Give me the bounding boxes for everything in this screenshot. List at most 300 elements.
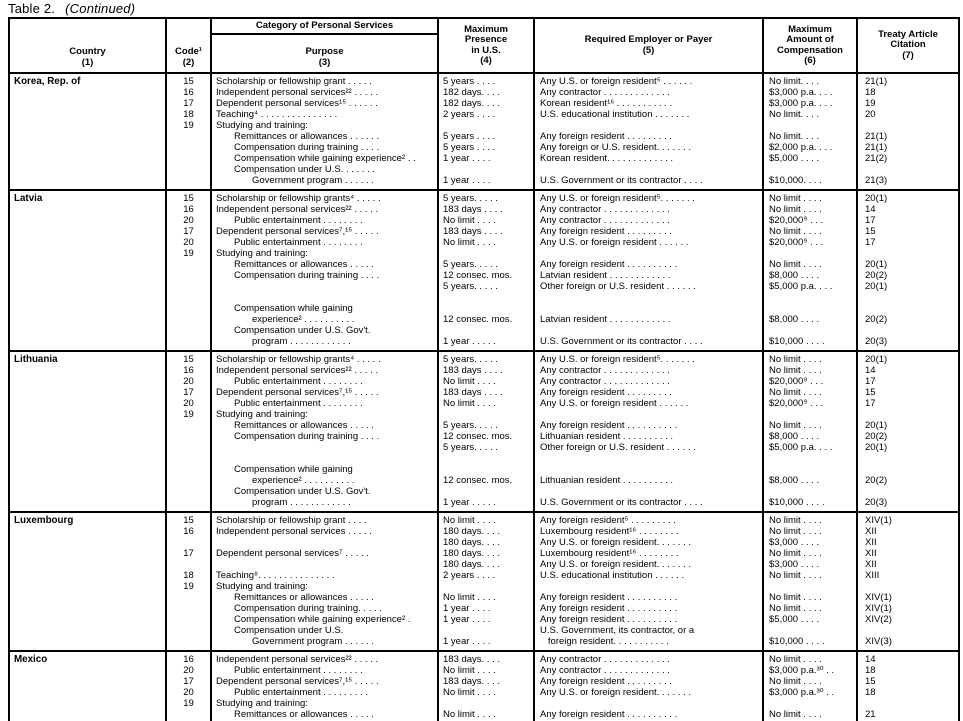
payer-cell: Any U.S. or foreign resident . . . . . .	[534, 237, 763, 248]
code-cell	[166, 614, 211, 625]
code-cell: 16	[166, 204, 211, 215]
payer-cell: Any foreign resident . . . . . . . . . .	[534, 603, 763, 614]
code-cell: 18	[166, 109, 211, 120]
presence-cell: 182 days. . . .	[438, 98, 534, 109]
presence-cell: 1 year . . . .	[438, 153, 534, 164]
amount-cell: No limit . . . .	[763, 190, 857, 204]
amount-cell: No limit . . . .	[763, 259, 857, 270]
purpose-cell: Compensation during training . . . .	[211, 431, 438, 442]
payer-cell: Latvian resident . . . . . . . . . . . .	[534, 270, 763, 281]
amount-cell: No limit . . . .	[763, 676, 857, 687]
payer-cell: Any U.S. or foreign resident⁵. . . . . . .	[534, 351, 763, 365]
code-cell	[166, 431, 211, 442]
payer-cell: Luxembourg resident¹⁶ . . . . . . . .	[534, 526, 763, 537]
table-title-continued: (Continued)	[65, 1, 136, 16]
presence-cell	[438, 698, 534, 709]
purpose-cell: Remittances or allowances . . . . .	[211, 709, 438, 721]
amount-cell: $3,000 p.a.³⁰ . .	[763, 665, 857, 676]
presence-cell: 1 year . . . .	[438, 175, 534, 190]
table-row	[9, 351, 959, 365]
purpose-cell: Dependent personal services⁷,¹⁵ . . . . .	[211, 226, 438, 237]
purpose-cell: Dependent personal services⁷ . . . . .	[211, 548, 438, 559]
country-name: Lithuania	[9, 351, 166, 512]
amount-cell: $20,000⁹ . . .	[763, 215, 857, 226]
citation-cell	[857, 698, 959, 709]
presence-cell: 5 years. . . . .	[438, 190, 534, 204]
citation-cell: 14	[857, 651, 959, 665]
presence-cell: 183 days . . . .	[438, 365, 534, 376]
country-name: Latvia	[9, 190, 166, 351]
purpose-cell: Remittances or allowances . . . . .	[211, 592, 438, 603]
col-header-purpose-num: (3)	[318, 56, 331, 68]
citation-cell: 20(3)	[857, 497, 959, 512]
citation-cell	[857, 453, 959, 464]
payer-cell	[534, 698, 763, 709]
presence-cell	[438, 486, 534, 497]
code-cell: 19	[166, 698, 211, 709]
purpose-cell: Compensation during training . . . .	[211, 270, 438, 281]
presence-cell	[438, 409, 534, 420]
amount-cell: No limit . . . .	[763, 709, 857, 721]
code-cell: 16	[166, 526, 211, 537]
payer-cell	[534, 248, 763, 259]
payer-cell: Any foreign resident . . . . . . . . . .	[534, 420, 763, 431]
presence-cell: 5 years. . . . .	[438, 259, 534, 270]
payer-cell: Lithuanian resident . . . . . . . . . .	[534, 475, 763, 486]
presence-cell: 183 days. . . .	[438, 676, 534, 687]
citation-cell: 14	[857, 204, 959, 215]
purpose-cell: Dependent personal services¹⁵ . . . . . .	[211, 98, 438, 109]
table-title	[8, 1, 135, 16]
purpose-cell: Public entertainment . . . . . . . . .	[211, 687, 438, 698]
presence-cell	[438, 303, 534, 314]
col-header-presence: Maximum Presence in U.S. (4)	[438, 18, 534, 73]
payer-cell: Any foreign resident . . . . . . . . . .	[534, 709, 763, 721]
amount-cell: $8,000 . . . .	[763, 314, 857, 325]
code-cell: 18	[166, 570, 211, 581]
table-row	[9, 73, 959, 87]
presence-cell: No limit . . . .	[438, 237, 534, 248]
presence-cell: 1 year . . . .	[438, 603, 534, 614]
purpose-cell: Independent personal services . . . . .	[211, 526, 438, 537]
code-cell: 19	[166, 120, 211, 131]
presence-cell	[438, 325, 534, 336]
category-banner: Category of Personal Services	[212, 19, 437, 35]
purpose-cell: Studying and training:	[211, 409, 438, 420]
purpose-cell: Remittances or allowances . . . . .	[211, 259, 438, 270]
presence-cell: 180 days. . . .	[438, 559, 534, 570]
code-cell	[166, 497, 211, 512]
payer-cell: Other foreign or U.S. resident . . . . . .	[534, 281, 763, 292]
purpose-cell	[211, 292, 438, 303]
purpose-cell: Studying and training:	[211, 698, 438, 709]
table-row	[9, 651, 959, 665]
code-cell: 19	[166, 581, 211, 592]
payer-cell	[534, 453, 763, 464]
payer-cell: Any U.S. or foreign resident⁵. . . . . . .	[534, 190, 763, 204]
purpose-cell: experience² . . . . . . . . . .	[211, 314, 438, 325]
purpose-cell: Public entertainment . . . . . . . .	[211, 215, 438, 226]
amount-cell: No limit . . . .	[763, 651, 857, 665]
payer-cell: Any U.S. or foreign resident. . . . . . .	[534, 687, 763, 698]
citation-cell: 18	[857, 665, 959, 676]
presence-cell: 2 years . . . .	[438, 109, 534, 120]
citation-cell: 20(1)	[857, 281, 959, 292]
citation-cell: 20(1)	[857, 259, 959, 270]
purpose-cell: Compensation while gaining	[211, 303, 438, 314]
purpose-cell	[211, 281, 438, 292]
presence-cell	[438, 120, 534, 131]
purpose-cell: Compensation while gaining	[211, 464, 438, 475]
purpose-cell: Scholarship or fellowship grant . . . . .	[211, 73, 438, 87]
code-cell	[166, 625, 211, 636]
citation-cell	[857, 581, 959, 592]
amount-cell	[763, 464, 857, 475]
code-cell	[166, 453, 211, 464]
presence-cell: 5 years . . . .	[438, 73, 534, 87]
amount-cell	[763, 453, 857, 464]
amount-cell: $8,000 . . . .	[763, 431, 857, 442]
code-cell: 17	[166, 98, 211, 109]
citation-cell	[857, 164, 959, 175]
payer-cell	[534, 581, 763, 592]
payer-cell: Any foreign resident . . . . . . . . . .	[534, 614, 763, 625]
code-cell: 15	[166, 73, 211, 87]
citation-cell: 21(1)	[857, 142, 959, 153]
col-header-purpose-label: Purpose	[305, 46, 344, 57]
purpose-cell: Teaching⁸. . . . . . . . . . . . . . .	[211, 570, 438, 581]
payer-cell: Any foreign resident⁵ . . . . . . . . .	[534, 512, 763, 526]
amount-cell: $8,000 . . . .	[763, 475, 857, 486]
citation-cell: 20	[857, 109, 959, 120]
presence-cell: 182 days. . . .	[438, 87, 534, 98]
presence-cell: No limit . . . .	[438, 592, 534, 603]
amount-cell: $3,000 . . . .	[763, 559, 857, 570]
code-cell: 20	[166, 687, 211, 698]
citation-cell: 18	[857, 87, 959, 98]
code-cell: 20	[166, 237, 211, 248]
amount-cell	[763, 292, 857, 303]
citation-cell: 20(2)	[857, 431, 959, 442]
code-cell: 16	[166, 651, 211, 665]
citation-cell	[857, 292, 959, 303]
col-header-country-num: (1)	[81, 56, 94, 68]
payer-cell: Any foreign resident . . . . . . . . .	[534, 676, 763, 687]
code-cell	[166, 164, 211, 175]
code-cell	[166, 131, 211, 142]
purpose-cell: Government program . . . . . .	[211, 636, 438, 651]
presence-cell: No limit . . . .	[438, 665, 534, 676]
purpose-cell: program . . . . . . . . . . . .	[211, 336, 438, 351]
code-cell: 16	[166, 365, 211, 376]
purpose-cell: Compensation under U.S. Gov't.	[211, 325, 438, 336]
payer-cell: Any contractor . . . . . . . . . . . . .	[534, 204, 763, 215]
citation-cell: XII	[857, 548, 959, 559]
amount-cell	[763, 120, 857, 131]
payer-cell: Any contractor . . . . . . . . . . . . .	[534, 87, 763, 98]
col-header-amount: Maximum Amount of Compensation (6)	[763, 18, 857, 73]
col-header-code	[166, 18, 211, 73]
payer-cell: U.S. Government or its contractor . . . .	[534, 497, 763, 512]
amount-cell: No limit. . . .	[763, 73, 857, 87]
payer-cell: Any contractor . . . . . . . . . . . . .	[534, 376, 763, 387]
code-cell: 19	[166, 248, 211, 259]
purpose-cell: Scholarship or fellowship grants⁴ . . . . .	[211, 190, 438, 204]
amount-cell	[763, 698, 857, 709]
code-cell	[166, 142, 211, 153]
code-cell	[166, 486, 211, 497]
purpose-cell: experience² . . . . . . . . . .	[211, 475, 438, 486]
amount-cell: $3,000 p.a.³⁰ . .	[763, 687, 857, 698]
payer-cell: Any foreign or U.S. resident. . . . . . .	[534, 142, 763, 153]
amount-cell: $8,000 . . . .	[763, 270, 857, 281]
presence-cell: No limit . . . .	[438, 687, 534, 698]
citation-cell: 17	[857, 215, 959, 226]
citation-cell	[857, 625, 959, 636]
amount-cell	[763, 303, 857, 314]
code-cell	[166, 153, 211, 164]
table-body	[9, 73, 959, 721]
citation-cell: 20(1)	[857, 190, 959, 204]
purpose-cell: Compensation while gaining experience² . .	[211, 153, 438, 164]
amount-cell: $10,000 . . . .	[763, 636, 857, 651]
citation-cell: XIII	[857, 570, 959, 581]
purpose-cell: Independent personal services²² . . . . .	[211, 87, 438, 98]
citation-cell: 20(1)	[857, 442, 959, 453]
citation-cell	[857, 303, 959, 314]
citation-cell: 20(1)	[857, 420, 959, 431]
code-cell: 19	[166, 409, 211, 420]
presence-cell	[438, 248, 534, 259]
purpose-cell: Government program . . . . . .	[211, 175, 438, 190]
purpose-cell: Public entertainment . . . . . . . .	[211, 665, 438, 676]
code-cell: 17	[166, 387, 211, 398]
amount-cell: $20,000⁹ . . .	[763, 237, 857, 248]
code-cell: 20	[166, 665, 211, 676]
payer-cell: Luxembourg resident¹⁶ . . . . . . . .	[534, 548, 763, 559]
citation-cell: 15	[857, 676, 959, 687]
col-header-citation: Treaty Article Citation (7)	[857, 18, 959, 73]
code-cell	[166, 709, 211, 721]
purpose-cell: program . . . . . . . . . . . .	[211, 497, 438, 512]
code-cell	[166, 336, 211, 351]
payer-cell: U.S. educational institution . . . . . .	[534, 570, 763, 581]
payer-cell: Any U.S. or foreign resident. . . . . . .	[534, 537, 763, 548]
payer-cell	[534, 120, 763, 131]
code-cell	[166, 281, 211, 292]
code-cell: 15	[166, 351, 211, 365]
amount-cell	[763, 325, 857, 336]
citation-cell	[857, 248, 959, 259]
code-cell	[166, 325, 211, 336]
presence-cell	[438, 292, 534, 303]
citation-cell: 20(3)	[857, 336, 959, 351]
purpose-cell	[211, 559, 438, 570]
code-cell: 20	[166, 215, 211, 226]
code-cell	[166, 303, 211, 314]
citation-cell: 17	[857, 398, 959, 409]
amount-cell: No limit . . . .	[763, 592, 857, 603]
presence-cell	[438, 164, 534, 175]
payer-cell: Any U.S. or foreign resident. . . . . . .	[534, 559, 763, 570]
col-header-code-label: Code¹	[175, 46, 202, 57]
citation-cell: 17	[857, 376, 959, 387]
amount-cell: No limit . . . .	[763, 204, 857, 215]
purpose-cell: Studying and training:	[211, 248, 438, 259]
purpose-cell: Teaching⁴ . . . . . . . . . . . . . . .	[211, 109, 438, 120]
citation-cell: 18	[857, 687, 959, 698]
amount-cell	[763, 625, 857, 636]
presence-cell: 5 years . . . .	[438, 142, 534, 153]
citation-cell	[857, 120, 959, 131]
code-cell	[166, 592, 211, 603]
purpose-cell: Compensation during training. . . . .	[211, 603, 438, 614]
code-cell	[166, 636, 211, 651]
citation-cell: 19	[857, 98, 959, 109]
code-cell	[166, 537, 211, 548]
purpose-cell: Studying and training:	[211, 120, 438, 131]
citation-cell: 20(2)	[857, 270, 959, 281]
amount-cell: $5,000 . . . .	[763, 614, 857, 625]
citation-cell: XIV(1)	[857, 512, 959, 526]
presence-cell: 12 consec. mos.	[438, 431, 534, 442]
payer-cell	[534, 292, 763, 303]
citation-cell: XIV(1)	[857, 603, 959, 614]
purpose-cell: Independent personal services²² . . . . .	[211, 365, 438, 376]
payer-cell: Lithuanian resident . . . . . . . . . .	[534, 431, 763, 442]
purpose-cell: Scholarship or fellowship grants⁴ . . . . .	[211, 351, 438, 365]
purpose-cell: Scholarship or fellowship grant . . . .	[211, 512, 438, 526]
payer-cell: Any U.S. or foreign resident . . . . . .	[534, 398, 763, 409]
col-header-payer: Required Employer or Payer (5)	[534, 18, 763, 73]
code-cell: 17	[166, 548, 211, 559]
purpose-cell: Dependent personal services⁷,¹⁵ . . . . .	[211, 387, 438, 398]
amount-cell: $5,000 p.a. . . .	[763, 442, 857, 453]
code-cell: 15	[166, 190, 211, 204]
code-cell: 20	[166, 398, 211, 409]
presence-cell: 5 years. . . . .	[438, 442, 534, 453]
presence-cell: 5 years. . . . .	[438, 351, 534, 365]
payer-cell: Any U.S. or foreign resident⁵ . . . . . .	[534, 73, 763, 87]
payer-cell: Any contractor . . . . . . . . . . . . .	[534, 215, 763, 226]
amount-cell: $20,000⁹ . . .	[763, 398, 857, 409]
amount-cell: No limit . . . .	[763, 387, 857, 398]
payer-cell: U.S. Government, its contractor, or a	[534, 625, 763, 636]
country-name: Luxembourg	[9, 512, 166, 651]
code-cell: 17	[166, 226, 211, 237]
presence-cell: 12 consec. mos.	[438, 475, 534, 486]
presence-cell: 1 year . . . . .	[438, 497, 534, 512]
purpose-cell	[211, 442, 438, 453]
citation-cell	[857, 325, 959, 336]
amount-cell: No limit . . . .	[763, 512, 857, 526]
amount-cell	[763, 409, 857, 420]
country-name: Mexico	[9, 651, 166, 721]
citation-cell: XII	[857, 526, 959, 537]
amount-cell: No limit. . . .	[763, 131, 857, 142]
col-header-code-num: (2)	[182, 56, 195, 68]
amount-cell: $10,000. . . .	[763, 175, 857, 190]
citation-cell: XIV(1)	[857, 592, 959, 603]
presence-cell: No limit . . . .	[438, 512, 534, 526]
payer-cell: Any foreign resident . . . . . . . . .	[534, 131, 763, 142]
citation-cell	[857, 486, 959, 497]
citation-cell: XII	[857, 559, 959, 570]
code-cell	[166, 603, 211, 614]
presence-cell: 183 days . . . .	[438, 204, 534, 215]
amount-cell: No limit . . . .	[763, 226, 857, 237]
table-header	[9, 18, 959, 73]
presence-cell: 1 year . . . .	[438, 614, 534, 625]
citation-cell: 21(2)	[857, 153, 959, 164]
col-header-country	[9, 18, 166, 73]
presence-cell	[438, 464, 534, 475]
purpose-cell: Remittances or allowances . . . . .	[211, 420, 438, 431]
citation-cell: 21(3)	[857, 175, 959, 190]
presence-cell: No limit . . . .	[438, 376, 534, 387]
amount-cell: $2,000 p.a. . . .	[763, 142, 857, 153]
citation-cell: 20(2)	[857, 475, 959, 486]
presence-cell: 183 days. . . .	[438, 651, 534, 665]
payer-cell: foreign resident. . . . . . . . . . .	[534, 636, 763, 651]
presence-cell: 1 year . . . .	[438, 636, 534, 651]
payer-cell: Other foreign or U.S. resident . . . . . .	[534, 442, 763, 453]
amount-cell	[763, 248, 857, 259]
code-cell	[166, 270, 211, 281]
presence-cell: 5 years. . . . .	[438, 281, 534, 292]
citation-cell: XIV(3)	[857, 636, 959, 651]
payer-cell: Latvian resident . . . . . . . . . . . .	[534, 314, 763, 325]
presence-cell	[438, 453, 534, 464]
presence-cell: 180 days. . . .	[438, 537, 534, 548]
presence-cell: 5 years. . . . .	[438, 420, 534, 431]
payer-cell	[534, 303, 763, 314]
purpose-cell: Independent personal services²² . . . . .	[211, 204, 438, 215]
amount-cell: No limit . . . .	[763, 570, 857, 581]
payer-cell: Korean resident. . . . . . . . . . . . .	[534, 153, 763, 164]
code-cell	[166, 314, 211, 325]
amount-cell: $3,000 . . . .	[763, 537, 857, 548]
amount-cell: $10,000 . . . .	[763, 336, 857, 351]
payer-cell: Korean resident¹⁶ . . . . . . . . . . .	[534, 98, 763, 109]
table-title-main: Table 2.	[8, 1, 56, 16]
presence-cell: No limit . . . .	[438, 709, 534, 721]
purpose-cell: Public entertainment . . . . . . . .	[211, 376, 438, 387]
payer-cell: U.S. educational institution . . . . . . .	[534, 109, 763, 120]
payer-cell	[534, 486, 763, 497]
citation-cell: 21(1)	[857, 131, 959, 142]
amount-cell: No limit . . . .	[763, 351, 857, 365]
purpose-cell: Compensation under U.S. . . . . . .	[211, 164, 438, 175]
payer-cell: Any foreign resident . . . . . . . . . .	[534, 592, 763, 603]
citation-cell: 15	[857, 387, 959, 398]
purpose-cell: Compensation during training . . . .	[211, 142, 438, 153]
amount-cell: No limit . . . .	[763, 603, 857, 614]
purpose-cell: Compensation under U.S. Gov't.	[211, 486, 438, 497]
purpose-cell: Compensation while gaining experience² .	[211, 614, 438, 625]
presence-cell: 183 days . . . .	[438, 226, 534, 237]
presence-cell: No limit . . . .	[438, 398, 534, 409]
code-cell: 20	[166, 376, 211, 387]
amount-cell: No limit. . . .	[763, 109, 857, 120]
code-cell	[166, 464, 211, 475]
presence-cell	[438, 625, 534, 636]
purpose-cell: Compensation under U.S.	[211, 625, 438, 636]
citation-cell	[857, 464, 959, 475]
purpose-cell: Studying and training:	[211, 581, 438, 592]
code-cell: 17	[166, 676, 211, 687]
amount-cell	[763, 164, 857, 175]
